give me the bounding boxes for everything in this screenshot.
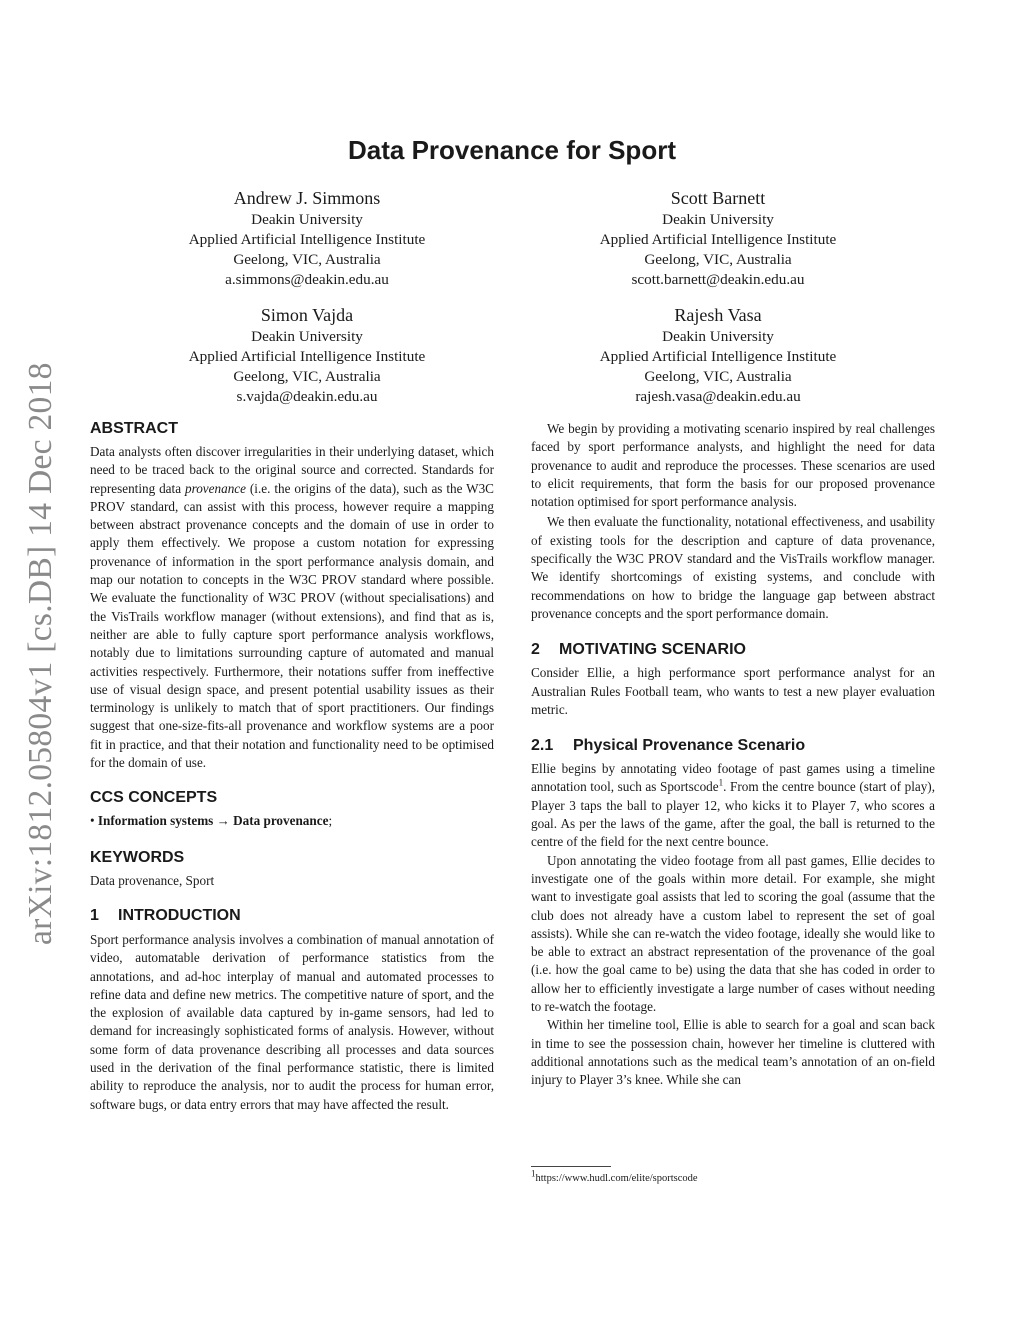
intro-paragraph: Sport performance analysis involves a combination of manual annotation of video, automatable derivation of performance statistics from the annotations, and ad-hoc interplay of manual and automated processes to refine data and define new metrics. The competitive nature of sport, and the the explosion of available data captured by in-game sensors, had led to demand for increasingly sophisticated forms of analysis. However, without some form of data provenance describing all processes and data sources used in the derivation of the final performance statistic, there is limited ability to reproduce the analysis, nor to audit the process for human error, software bugs, or data entry errors that may have affected the result. bbox=[90, 931, 494, 1112]
author-org: Deakin University bbox=[251, 211, 363, 228]
author-dept: Applied Artificial Intelligence Institute bbox=[188, 231, 426, 248]
intro-paragraph-2: We begin by providing a motivating scenario inspired by real challenges faced by sport performance analysts, and highlight the need for data provenance to audit and reproduce the processes. These scenarios are used to elicit requirements, that form the basis for our proposed provenance notation optimised for sport performance analysis. bbox=[531, 421, 935, 510]
paper-title: Data Provenance for Sport bbox=[348, 135, 676, 165]
ccs-concepts: • Information systems → Data provenance; bbox=[90, 813, 333, 829]
footnote-link[interactable]: https://www.hudl.com/elite/sportscode bbox=[535, 1173, 698, 1184]
right-column bbox=[531, 420, 935, 1090]
author-location: Geelong, VIC, Australia bbox=[644, 368, 792, 385]
ccs-heading: CCS CONCEPTS bbox=[90, 789, 218, 807]
author-email[interactable]: a.simmons@deakin.edu.au bbox=[225, 271, 389, 288]
author-org: Deakin University bbox=[662, 328, 774, 345]
abstract-heading: ABSTRACT bbox=[90, 420, 178, 437]
author-email[interactable]: s.vajda@deakin.edu.au bbox=[236, 388, 378, 405]
abstract-text: Data analysts often discover irregularities in their underlying dataset, which need to be traced back to the original source and corrected. Standards for representing data provenance (i.e. the origins of the data), such as the W3C PROV standard, can assist with this process, however require a mapping between abstract provenance concepts and the domain of use in order to apply them effectively. We propose a custom notation for expressing provenance of information in the sport performance analysis domain, and map our notation to concepts in the W3C PROV standard where possible. We evaluate the functionality of W3C PROV (without specialisations) and the VisTrails workflow manager (without extensions), and find that as is, neither are able to fully capture sport performance analysis workflows, notably due to limitations surrounding capture of automated and manual activities respectively. Furthermore, their notations suffer from ineffective use of visual design space, and present potential usability issues as their terminology is unlikely to match that of sport practitioners. Our findings suggest that one-size-fits-all provenance and workflow systems are a poor fit in practice, and that their notation and functionality need to be optimised for the domain of use. bbox=[90, 444, 494, 771]
author-org: Deakin University bbox=[251, 328, 363, 345]
footnote: $^1$https://www.hudl.com/elite/sportscode bbox=[531, 1168, 698, 1184]
section-2-paragraph: Consider Ellie, a high performance sport performance analyst for an Australian Rules Football team, who wants to test a new player evaluation metric. bbox=[531, 665, 935, 717]
author-dept: Applied Artificial Intelligence Institute bbox=[599, 348, 837, 365]
left-column bbox=[90, 419, 494, 1114]
section-2-1-heading: 2.1 Physical Provenance Scenario bbox=[531, 737, 806, 755]
author-dept: Applied Artificial Intelligence Institute bbox=[188, 348, 426, 365]
keywords-text: Data provenance, Sport bbox=[90, 872, 215, 888]
section-2-1-paragraph-1: Ellie begins by annotating video footage of past games using a timeline annotation tool, such as Sportscode$^1$. From the centre bounce (start of play), Player 3 taps the ball to player 12, who kicks it to Player 7, who scores a goal. As per the laws of the game, after the goal, the ball is returned to the centre of the field for the next centre bounce. bbox=[531, 761, 935, 850]
intro-paragraph-3: We then evaluate the functionality, notational effectiveness, and usability of existing tools for the description and capture of data provenance, specifically the W3C PROV standard and the VisTrails workflow manager. We identify shortcomings of existing systems, and conclude with recommendations on how to bridge the language gap between abstract provenance concepts and the sport performance domain. bbox=[531, 514, 935, 621]
keywords-heading: KEYWORDS bbox=[90, 848, 185, 866]
section-2-heading: 2 MOTIVATING SCENARIO bbox=[531, 641, 746, 659]
intro-heading: 1 INTRODUCTION bbox=[90, 906, 241, 924]
author-email[interactable]: scott.barnett@deakin.edu.au bbox=[631, 271, 805, 288]
author-block bbox=[538, 187, 898, 290]
section-2-1-paragraph-2: Upon annotating the video footage from all past games, Ellie decides to investigate one of the goals within more detail. For example, she might want to investigate goal assists that led to scoring the goal (assume that the club does not already have a custom label to represent the set of goal assists). While she can re-watch the video footage, ideally she would like to be able to extract an abstract representation of the provenance of the goal (i.e. how the goal came to be) using the data that she has coded in order to allow her to efficiently investigate a large number of cases without needing to re-watch the footage. bbox=[531, 852, 935, 1015]
author-email[interactable]: rajesh.vasa@deakin.edu.au bbox=[635, 388, 801, 405]
author-name: Simon Vajda bbox=[260, 305, 354, 325]
author-name: Scott Barnett bbox=[670, 188, 766, 208]
author-name: Rajesh Vasa bbox=[674, 305, 762, 325]
author-location: Geelong, VIC, Australia bbox=[233, 368, 381, 385]
author-location: Geelong, VIC, Australia bbox=[644, 251, 792, 268]
author-dept: Applied Artificial Intelligence Institute bbox=[599, 231, 837, 248]
author-block bbox=[538, 304, 898, 407]
section-2-1-paragraph-3: Within her timeline tool, Ellie is able to search for a goal and scan back in time to see the possession chain, however her timeline is cluttered with additional annotations such as the medical team’s annotation of an on-field injury to Player 3’s knee. While she can bbox=[531, 1017, 935, 1088]
footnote-divider bbox=[531, 1166, 611, 1167]
footnote-ref[interactable]: 1 bbox=[718, 778, 724, 789]
arxiv-stamp: arXiv:1812.05804v1 [cs.DB] 14 Dec 2018 bbox=[22, 362, 59, 945]
author-block bbox=[127, 304, 487, 407]
author-org: Deakin University bbox=[662, 211, 774, 228]
author-block bbox=[127, 187, 487, 290]
author-name: Andrew J. Simmons bbox=[233, 188, 381, 208]
author-location: Geelong, VIC, Australia bbox=[233, 251, 381, 268]
